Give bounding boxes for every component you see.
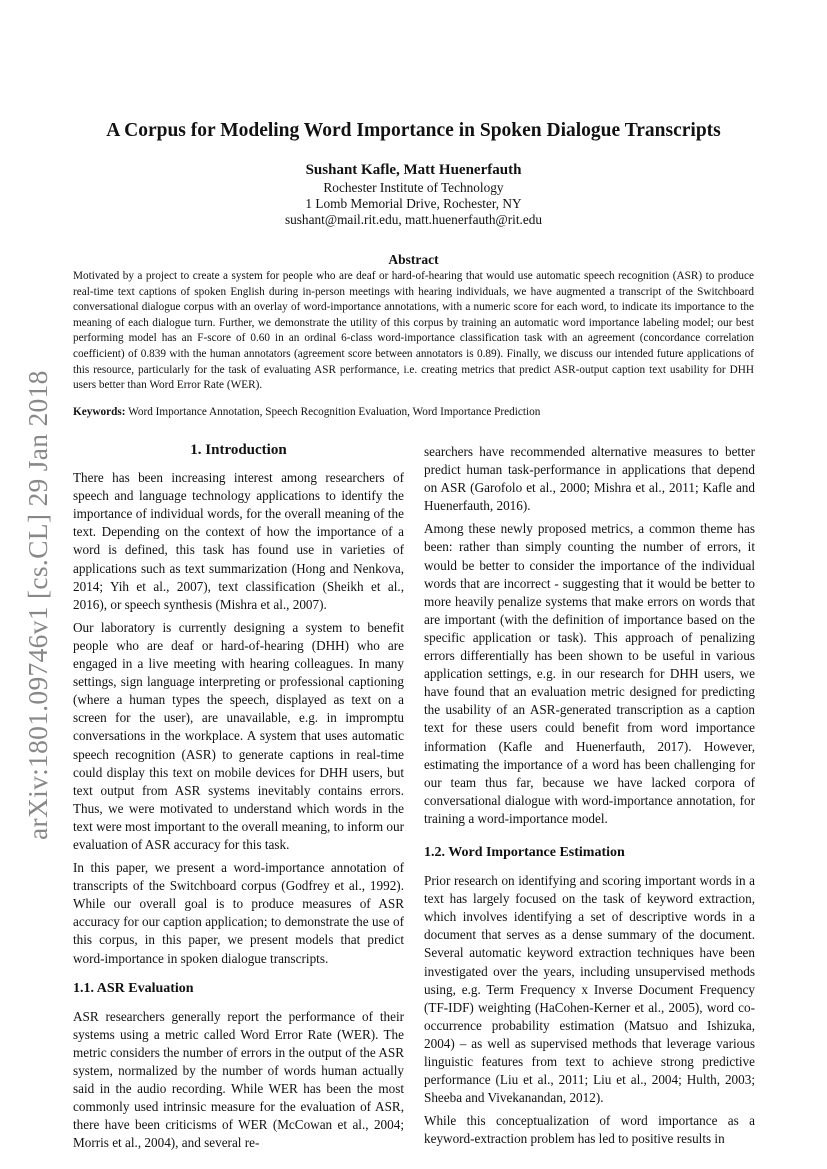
paragraph: Among these newly proposed metrics, a common theme has been: rather than simply counting the number of errors, it would be better to consider the importance of the individual words that are incorrect - suggesting that it would be better to more heavily penalize systems that make errors on words that are important (with the definition of importance based on the specific application or task). This approach of penalizing errors differentially has been shown to be useful in various application settings, e.g. in our research for DHH users, we have found that an evaluation metric designed for predicting the usability of an ASR-generated transcription as a caption text for these users could benefit from word importance information (Kafle and Huenerfauth, 2017). However, estimating the importance of a word has been challenging for our team thus far, because we have lacked corpora of conversational dialogue with word-importance annotation, for training a word-importance model. bbox=[424, 521, 755, 826]
left-column bbox=[73, 441, 404, 1157]
affiliation: Rochester Institute of Technology bbox=[323, 180, 504, 195]
subsection-heading-word-importance: 1.2. Word Importance Estimation bbox=[424, 844, 625, 860]
subsection-heading-asr-evaluation: 1.1. ASR Evaluation bbox=[73, 980, 194, 996]
paragraph: In this paper, we present a word-importance annotation of transcripts of the Switchboard corpus (Godfrey et al., 1992). While our overall goal is to produce measures of ASR accuracy for our caption application; to demonstrate the use of this corpus, in this paper, we present models that predict word-importance in spoken dialogue transcripts. bbox=[73, 860, 404, 966]
author-emails: sushant@mail.rit.edu, matt.huenerfauth@rit.edu bbox=[284, 212, 543, 227]
author-names: Sushant Kafle, Matt Huenerfauth bbox=[305, 162, 522, 178]
right-column bbox=[424, 443, 755, 1153]
abstract-heading: Abstract bbox=[388, 252, 439, 267]
paragraph: searchers have recommended alternative measures to better predict human task-performance in applications that depend on ASR (Garofolo et al., 2000; Mishra et al., 2011; Kafle and Huenerfauth, 2016). bbox=[424, 444, 755, 514]
paragraph: Our laboratory is currently designing a system to benefit people who are deaf or hard-of-hearing (DHH) who are engaged in a live meeting with hearing colleagues. In many settings, sign language interpreting or professional captioning (where a human types the speech, displayed as text on a screen for the user), are unavailable, e.g. in impromptu conversations in the workplace. A system that uses automatic speech recognition (ASR) to generate captions in real-time could display this text on mobile devices for DHH users, but text output from ASR systems inevitably contains errors. Thus, we were motivated to understand which words in the text were most important to the overall meaning, to inform our evaluation of ASR accuracy for this task. bbox=[73, 619, 404, 852]
keywords-text: Word Importance Annotation, Speech Recognition Evaluation, Word Importance Prediction bbox=[128, 406, 541, 418]
section-heading-introduction: 1. Introduction bbox=[190, 442, 287, 458]
paragraph: Prior research on identifying and scoring important words in a text has largely focused on the task of keyword extraction, which involves identifying a set of descriptive words in a document that serves as a dense summary of the document. Several automatic keyword extraction techniques have been investigated over the years, including unsupervised methods using, e.g. Term Frequency x Inverse Document Frequency (TF-IDF) weighting (HaCohen-Kerner et al., 2005), word co-occurrence probability estimation (Matsuo and Ishizuka, 2004) – as well as supervised methods that leverage various linguistic features from text to achieve strong predictive performance (Liu et al., 2011; Liu et al., 2004; Hulth, 2003; Sheeba and Vivekanandan, 2012). bbox=[424, 873, 755, 1106]
address: 1 Lomb Memorial Drive, Rochester, NY bbox=[305, 196, 522, 211]
keywords bbox=[73, 406, 754, 418]
paper-title: A Corpus for Modeling Word Importance in Spoken Dialogue Transcripts bbox=[106, 120, 721, 141]
paragraph: ASR researchers generally report the performance of their systems using a metric called Word Error Rate (WER). The metric considers the number of errors in the output of the ASR system, normalized by the number of words human actually said in the audio recording. While WER has been the most commonly used intrinsic measure for the evaluation of ASR, there have been criticisms of WER (McCowan et al., 2004; Morris et al., 2004), and several re- bbox=[73, 1008, 404, 1151]
arxiv-identifier: arXiv:1801.09746v1 [cs.CL] 29 Jan 2018 bbox=[22, 370, 53, 840]
keywords-label: Keywords: bbox=[73, 406, 126, 418]
paragraph: There has been increasing interest among researchers of speech and language technology applications to identify the importance of individual words, for the overall meaning of the text. Depending on the context of how the importance of a word is defined, this task has found use in varieties of applications such as text summarization (Hong and Nenkova, 2014; Yih et al., 2007), text classification (Sheikh et al., 2016), or speech synthesis (Mishra et al., 2007). bbox=[73, 470, 404, 612]
abstract-text: Motivated by a project to create a system for people who are deaf or hard-of-hearing that would use automatic speech recognition (ASR) to produce real-time text captions of spoken English during in-person meetings with hearing individuals, we have augmented a transcript of the Switchboard conversational dialogue corpus with an overlay of word-importance annotations, with a numeric score for each word, to indicate its importance to the meaning of each dialogue turn. Further, we demonstrate the utility of this corpus by training an automatic word importance labeling model; our best performing model has an F-score of 0.60 in an ordinal 6-class word-importance classification task with an agreement (concordance correlation coefficient) of 0.839 with the human annotators (agreement score between annotators is 0.89). Finally, we discuss our intended future applications of this resource, particularly for the task of evaluating ASR performance, i.e. creating metrics that predict ASR-output caption text usability for DHH users better than Word Error Rate (WER). bbox=[73, 270, 754, 392]
paragraph: While this conceptualization of word importance as a keyword-extraction problem has led to positive results in bbox=[424, 1113, 755, 1147]
